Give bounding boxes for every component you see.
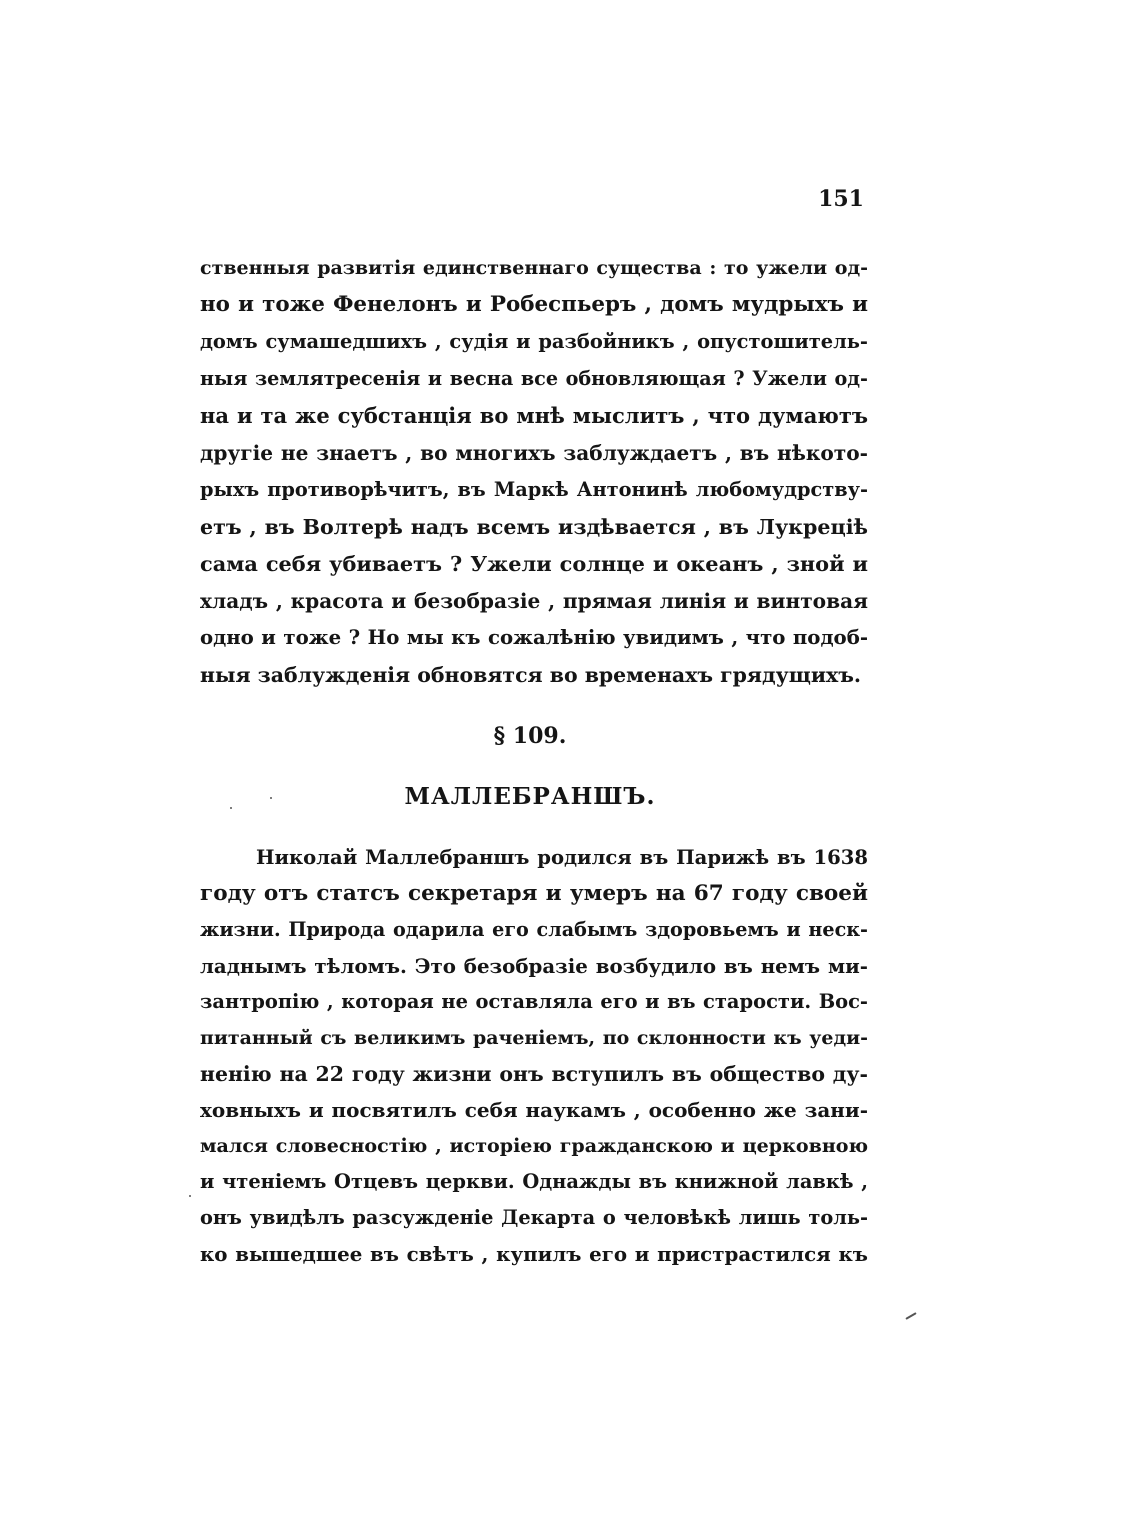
text-line: питанный съ великимъ раченіемъ, по склонности къ уеди- <box>200 1027 868 1049</box>
text-line: одно и тоже ? Но мы къ сожалѣнію увидимъ , что подоб- <box>200 626 868 649</box>
text-line: рыхъ противорѣчитъ, въ Маркѣ Антонинѣ любомудрству- <box>200 478 868 501</box>
text-line: ненію на 22 году жизни онъ вступилъ въ общество ду- <box>200 1062 868 1086</box>
text-line: хладъ , красота и безобразіе , прямая линія и винтовая <box>200 589 868 613</box>
text-line: ко вышедшее въ свѣтъ , купилъ его и пристрастился къ <box>200 1242 868 1266</box>
text-line: ныя землятресенія и весна все обновляющая ? Ужели од- <box>200 367 868 390</box>
text-line: ховныхъ и посвятилъ себя наукамъ , особенно же зани- <box>200 1098 868 1122</box>
text-line: домъ сумашедшихъ , судія и разбойникъ , опустошитель- <box>200 330 868 353</box>
section-title: МАЛЛЕБРАНШЪ. <box>404 783 656 810</box>
text-line: сама себя убиваетъ ? Ужели солнце и океанъ , зной и <box>200 551 868 576</box>
text-line: году отъ статсъ секретаря и умеръ на 67 году своей <box>200 881 868 906</box>
text-line: онъ увидѣлъ разсужденіе Декарта о человѣкѣ лишь толь- <box>200 1206 868 1229</box>
text-line: зантропію , которая не оставляла его и въ старости. Вос- <box>200 990 868 1013</box>
text-line: ладнымъ тѣломъ. Это безобразіе возбудило въ немъ ми- <box>200 954 868 978</box>
text-line: мался словесностію , исторіею гражданскою и церковною <box>200 1135 868 1157</box>
page-number: 151 <box>818 186 864 212</box>
text-line: жизни. Природа одарила его слабымъ здоровьемъ и неск- <box>200 918 868 941</box>
scan-speck <box>189 1195 191 1197</box>
text-line: ственныя развитія единственнаго существа : то ужели од- <box>200 257 868 279</box>
text-line: и чтеніемъ Отцевъ церкви. Однажды въ книжной лавкѣ , <box>200 1170 868 1193</box>
text-line: Николай Маллебраншъ родился въ Парижѣ въ 1638 <box>256 846 868 869</box>
scan-speck <box>270 797 272 799</box>
text-line: другіе не знаетъ , во многихъ заблуждаетъ , въ нѣкото- <box>200 441 868 465</box>
text-line: но и тоже Фенелонъ и Робеспьеръ , домъ мудрыхъ и <box>200 292 868 317</box>
scan-speck <box>230 807 232 809</box>
text-line: на и та же субстанція во мнѣ мыслитъ , что думаютъ <box>200 403 868 428</box>
text-line: етъ , въ Волтерѣ надъ всемъ издѣвается , въ Лукреціѣ <box>200 515 868 539</box>
scan-speck <box>905 1312 916 1320</box>
text-line: ныя заблужденія обновятся во временахъ грядущихъ. <box>200 663 861 687</box>
section-number: § 109. <box>493 723 567 749</box>
